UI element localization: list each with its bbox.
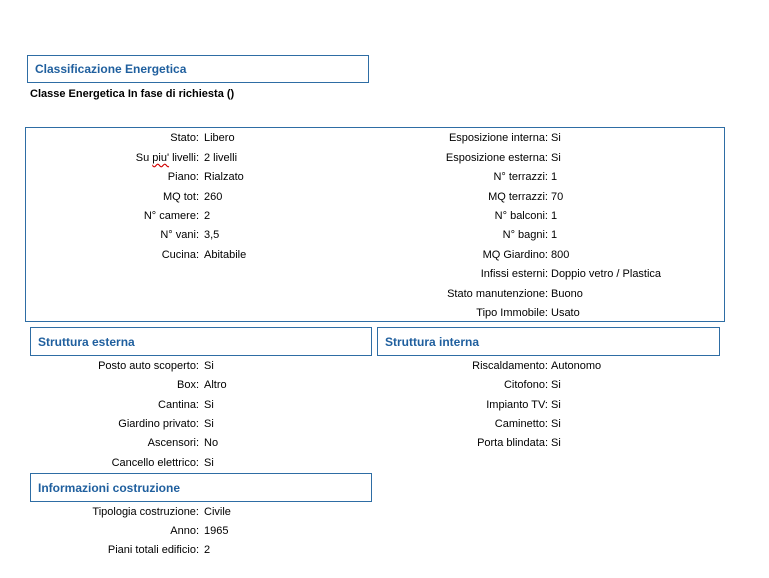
field-row	[0, 505, 769, 519]
field-label: Giardino privato:	[118, 418, 199, 430]
field-label: Porta blindata:	[477, 437, 548, 449]
spellcheck-word: piu'	[152, 152, 170, 164]
field-label: Box:	[176, 379, 199, 391]
energetica-header	[27, 55, 369, 83]
costruzione-header	[30, 473, 372, 502]
field-value: Si	[204, 457, 214, 469]
costruzione-title: Informazioni costruzione	[38, 480, 181, 495]
field-row	[0, 398, 769, 412]
field-row	[0, 170, 769, 184]
field-label: Caminetto:	[494, 418, 548, 430]
field-label: MQ Giardino:	[482, 249, 548, 261]
field-row	[0, 209, 769, 223]
field-value: Doppio vetro / Plastica	[551, 268, 662, 280]
field-row	[0, 267, 769, 281]
field-row	[0, 151, 769, 165]
field-value: 1	[551, 229, 558, 241]
field-value: 3,5	[204, 229, 220, 241]
field-row	[0, 190, 769, 204]
field-label: N° terrazzi:	[493, 171, 548, 183]
field-label: MQ terrazzi:	[488, 191, 548, 203]
field-label: Impianto TV:	[486, 399, 548, 411]
struttura-esterna-title: Struttura esterna	[38, 334, 135, 349]
field-value: 260	[204, 191, 223, 203]
field-value: Si	[551, 418, 561, 430]
field-label: Tipologia costruzione:	[92, 506, 199, 518]
field-value: Si	[204, 418, 214, 430]
field-label: N° camere:	[143, 210, 199, 222]
field-row	[0, 131, 769, 145]
field-label: Anno:	[170, 525, 199, 537]
field-value: Si	[551, 437, 561, 449]
field-row	[0, 306, 769, 320]
field-label: Esposizione esterna:	[445, 152, 548, 164]
field-label: Cucina:	[161, 249, 199, 261]
field-value: Libero	[204, 132, 235, 144]
field-value: 1	[551, 171, 558, 183]
field-label: Riscaldamento:	[472, 360, 548, 372]
field-label: Posto auto scoperto:	[98, 360, 199, 372]
field-value: 2	[204, 210, 211, 222]
field-label: Esposizione interna:	[448, 132, 548, 144]
field-row	[0, 248, 769, 262]
field-row	[0, 287, 769, 301]
energetica-title: Classificazione Energetica	[35, 62, 187, 76]
field-label: Su piu' livelli:	[135, 152, 199, 164]
field-label: Citofono:	[503, 379, 548, 391]
field-value: 2	[204, 544, 211, 556]
field-label: Ascensori:	[147, 437, 199, 449]
struttura-interna-header	[377, 327, 720, 356]
field-value: Altro	[204, 379, 227, 391]
field-value: Civile	[204, 506, 231, 518]
field-label: Stato manutenzione:	[447, 288, 548, 300]
field-label: Cancello elettrico:	[111, 457, 199, 469]
field-value: Si	[551, 399, 561, 411]
field-value: Si	[551, 152, 561, 164]
field-label: Tipo Immobile:	[476, 307, 548, 319]
field-row	[0, 543, 769, 557]
field-value: 1965	[204, 525, 229, 537]
field-label: Piani totali edificio:	[107, 544, 199, 556]
field-value: Si	[204, 399, 214, 411]
field-row	[0, 378, 769, 392]
field-label: MQ tot:	[162, 191, 199, 203]
field-value: Si	[551, 132, 561, 144]
field-value: Si	[204, 360, 214, 372]
field-value: 800	[551, 249, 570, 261]
field-value: 70	[551, 191, 564, 203]
field-label: N° bagni:	[502, 229, 548, 241]
field-label: Cantina:	[158, 399, 199, 411]
field-label: N° vani:	[160, 229, 199, 241]
field-value: Si	[551, 379, 561, 391]
classe-energetica: Classe Energetica In fase di richiesta ()	[30, 88, 235, 100]
field-row	[0, 524, 769, 538]
field-value: Usato	[551, 307, 580, 319]
field-label: Stato:	[170, 132, 199, 144]
field-value: Abitabile	[204, 249, 247, 261]
struttura-esterna-header	[30, 327, 372, 356]
field-value: 2 livelli	[204, 152, 238, 164]
field-value: Autonomo	[551, 360, 602, 372]
field-row	[0, 228, 769, 242]
field-row	[0, 436, 769, 450]
field-value: 1	[551, 210, 558, 222]
field-label: Piano:	[167, 171, 199, 183]
field-row	[0, 456, 769, 470]
field-label: N° balconi:	[494, 210, 548, 222]
field-row	[0, 359, 769, 373]
field-value: No	[204, 437, 219, 449]
struttura-interna-title: Struttura interna	[385, 334, 480, 349]
field-label: Infissi esterni:	[480, 268, 548, 280]
field-value: Buono	[551, 288, 583, 300]
field-row	[0, 417, 769, 431]
field-value: Rialzato	[204, 171, 244, 183]
